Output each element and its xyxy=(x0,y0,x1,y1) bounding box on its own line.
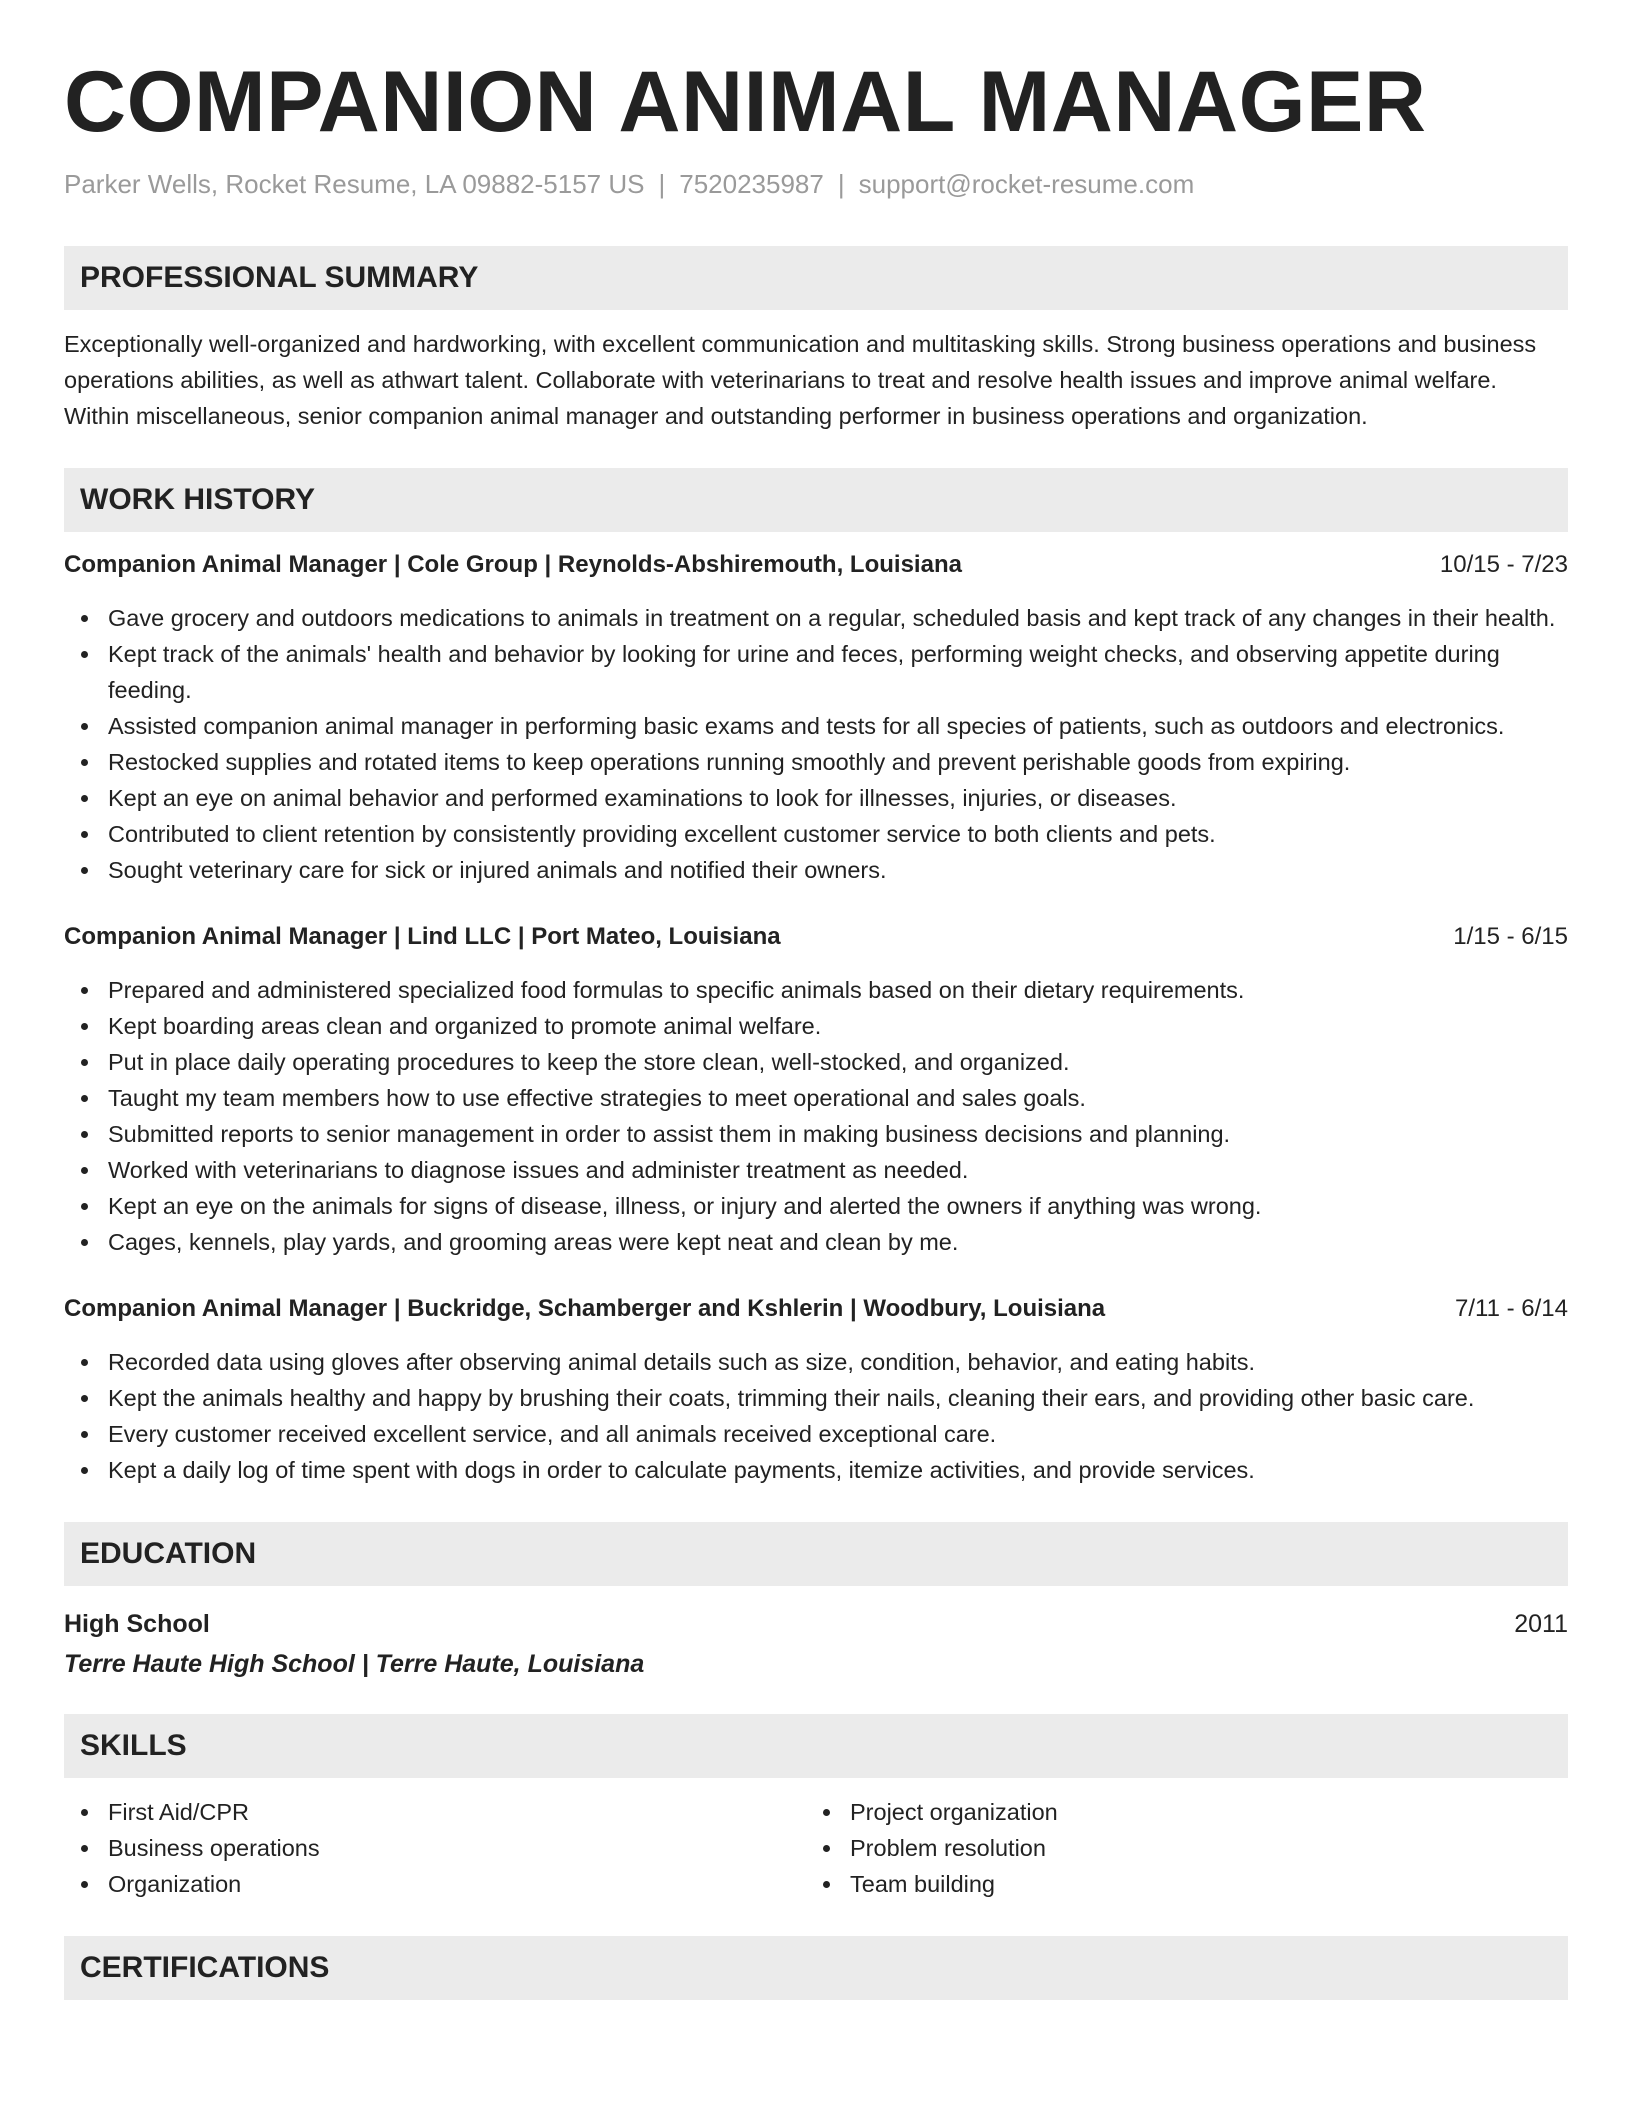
skill-item: Problem resolution xyxy=(806,1830,1548,1866)
job-bullet: Recorded data using gloves after observing animal details such as size, condition, behavior, and eating habits. xyxy=(64,1344,1568,1380)
skill-item: Business operations xyxy=(64,1830,806,1866)
job-bullet: Assisted companion animal manager in performing basic exams and tests for all species of patients, such as outdoors and electronics. xyxy=(64,708,1568,744)
contact-phone: 7520235987 xyxy=(679,169,824,199)
job-bullet: Put in place daily operating procedures to keep the store clean, well-stocked, and organized. xyxy=(64,1044,1568,1080)
job-bullets xyxy=(64,972,1568,1260)
job-bullet: Kept a daily log of time spent with dogs in order to calculate payments, itemize activities, and provide services. xyxy=(64,1452,1568,1488)
job-bullets xyxy=(64,600,1568,888)
job-bullet: Kept an eye on the animals for signs of disease, illness, or injury and alerted the owners if anything was wrong. xyxy=(64,1188,1568,1224)
skills-column-left xyxy=(64,1794,806,1902)
skill-item: Project organization xyxy=(806,1794,1548,1830)
job-bullet: Kept track of the animals' health and behavior by looking for urine and feces, performing weight checks, and observing appetite during feeding. xyxy=(64,636,1568,708)
job-bullet: Prepared and administered specialized food formulas to specific animals based on their dietary requirements. xyxy=(64,972,1568,1008)
education-entry xyxy=(64,1606,1568,1642)
section-heading-work-history: WORK HISTORY xyxy=(64,468,1568,532)
job-dates: 7/11 - 6/14 xyxy=(1455,1295,1568,1322)
job-entry xyxy=(64,1292,1568,1488)
job-bullet: Contributed to client retention by consistently providing excellent customer service to both clients and pets. xyxy=(64,816,1568,852)
job-header xyxy=(64,1292,1568,1326)
job-entry xyxy=(64,920,1568,1260)
resume-title: COMPANION ANIMAL MANAGER xyxy=(64,54,1427,150)
job-bullet: Kept boarding areas clean and organized to promote animal welfare. xyxy=(64,1008,1568,1044)
education-year: 2011 xyxy=(1514,1610,1568,1638)
contact-email[interactable]: support@rocket-resume.com xyxy=(858,169,1195,199)
skill-item: Organization xyxy=(64,1866,806,1902)
section-heading-certifications: CERTIFICATIONS xyxy=(64,1936,1568,2000)
contact-address: Parker Wells, Rocket Resume, LA 09882-5157 US xyxy=(64,169,645,199)
skill-item: Team building xyxy=(806,1866,1548,1902)
section-heading-skills: SKILLS xyxy=(64,1714,1568,1778)
skills-column-right xyxy=(806,1794,1548,1902)
job-bullet: Worked with veterinarians to diagnose issues and administer treatment as needed. xyxy=(64,1152,1568,1188)
job-bullet: Submitted reports to senior management in order to assist them in making business decisions and planning. xyxy=(64,1116,1568,1152)
skills-list xyxy=(64,1794,1568,1902)
job-title: Companion Animal Manager | Cole Group | Reynolds-Abshiremouth, Louisiana xyxy=(64,551,962,578)
education-degree: High School xyxy=(64,1610,210,1638)
job-bullet: Taught my team members how to use effective strategies to meet operational and sales goals. xyxy=(64,1080,1568,1116)
section-heading-summary: PROFESSIONAL SUMMARY xyxy=(64,246,1568,310)
job-dates: 10/15 - 7/23 xyxy=(1439,551,1568,578)
contact-line xyxy=(64,166,1568,202)
job-entry xyxy=(64,548,1568,888)
job-bullets xyxy=(64,1344,1568,1488)
job-bullet: Restocked supplies and rotated items to keep operations running smoothly and prevent perishable goods from expiring. xyxy=(64,744,1568,780)
contact-separator: | xyxy=(658,169,666,199)
job-header xyxy=(64,920,1568,954)
education-school: Terre Haute High School | Terre Haute, Louisiana xyxy=(64,1650,645,1678)
contact-separator: | xyxy=(837,169,845,199)
job-title: Companion Animal Manager | Buckridge, Schamberger and Kshlerin | Woodbury, Louisiana xyxy=(64,1295,1106,1322)
job-bullet: Cages, kennels, play yards, and grooming areas were kept neat and clean by me. xyxy=(64,1224,1568,1260)
job-bullet: Gave grocery and outdoors medications to animals in treatment on a regular, scheduled basis and kept track of any changes in their health. xyxy=(64,600,1568,636)
job-bullet: Kept an eye on animal behavior and performed examinations to look for illnesses, injuries, or diseases. xyxy=(64,780,1568,816)
job-header xyxy=(64,548,1568,582)
summary-text: Exceptionally well-organized and hardworking, with excellent communication and multitasking skills. Strong business operations and business operations abilities, as well as athwart talent. Collaborate with veterinarians to treat and resolve health issues and improve animal welfare. Within miscellaneous, senior companion animal manager and outstanding performer in business operations and organization. xyxy=(64,331,1537,429)
job-bullet: Sought veterinary care for sick or injured animals and notified their owners. xyxy=(64,852,1568,888)
job-title: Companion Animal Manager | Lind LLC | Port Mateo, Louisiana xyxy=(64,923,781,950)
skill-item: First Aid/CPR xyxy=(64,1794,806,1830)
section-heading-education: EDUCATION xyxy=(64,1522,1568,1586)
job-bullet: Kept the animals healthy and happy by brushing their coats, trimming their nails, cleaning their ears, and providing other basic care. xyxy=(64,1380,1568,1416)
job-bullet: Every customer received excellent service, and all animals received exceptional care. xyxy=(64,1416,1568,1452)
job-dates: 1/15 - 6/15 xyxy=(1453,923,1568,950)
